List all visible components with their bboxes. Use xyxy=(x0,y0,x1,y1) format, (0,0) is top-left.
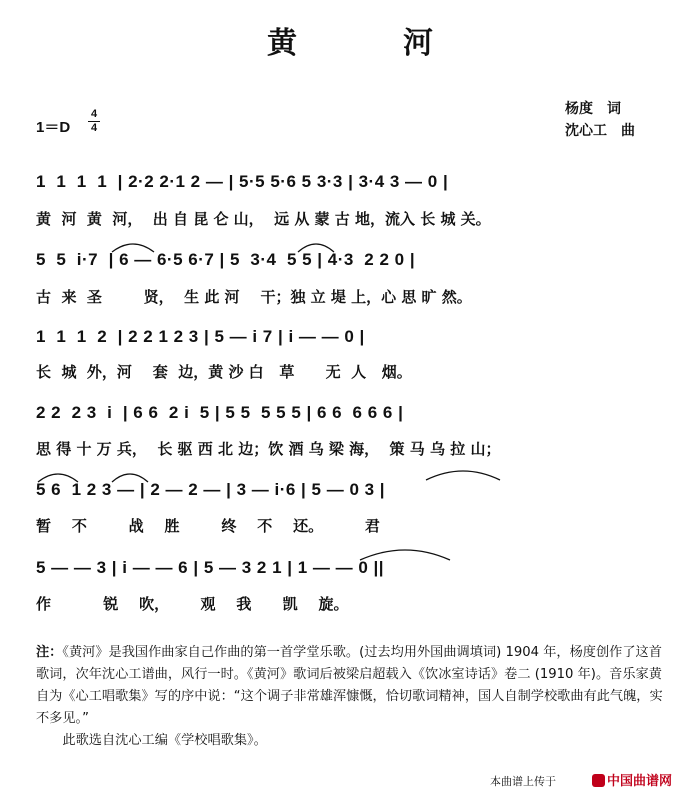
site-name: 中国曲谱网 xyxy=(607,774,673,789)
notation: 1 1 1 2 | 2 2 1 2 3 | 5 — i 7 | i — — 0 | xyxy=(36,327,365,346)
key-signature: 1＝D xyxy=(36,119,71,136)
lyricist-credit: 杨度 词 xyxy=(565,101,621,117)
annotation xyxy=(36,642,668,752)
lyrics: 作 锐 吹， 观 我 凯 旋。 xyxy=(36,595,349,613)
lyrics: 暂 不 战 胜 终 不 还。 君 xyxy=(36,517,380,535)
lyrics: 思 得 十 万 兵， 长 驱 西 北 边；饮 酒 乌 梁 海， 策 马 乌 拉 山； xyxy=(36,440,501,458)
lyrics: 长 城 外，河 套 边，黄 沙 白 草 无 人 烟。 xyxy=(36,363,412,381)
notation: 5 — — 3 | i — — 6 | 5 — 3 2 1 | 1 — — 0 || xyxy=(36,558,385,577)
notation: 2 2 2 3 i | 6 6 2 i 5 | 5 5 5 5 5 | 6 6 6 6 6 | xyxy=(36,403,404,422)
annotation-paragraph: 《黄河》是我国作曲家自己作曲的第一首学堂乐歌。(过去均用外国曲调填词) 1904 年，杨度创作了这首歌词，次年沈心工谱曲，风行一时。《黄河》歌词后被梁启超载入《饮冰室诗话》卷二 (1910 年)。音乐家黄自为《心工唱歌集》写的序中说：“这个调子非常雄浑慷慨，恰切歌词精神，国人自制学校歌曲有此气魄，实不多见。” xyxy=(36,645,663,726)
site-logo xyxy=(592,770,672,789)
composer-credit: 沈心工 曲 xyxy=(565,123,635,139)
time-unit: 4 xyxy=(90,122,98,134)
notation: 1 1 1 1 | 2·2 2·1 2 — | 5·5 5·6 5 3·3 | 3·4 3 — 0 | xyxy=(36,172,449,191)
upload-note: 本曲谱上传于 xyxy=(490,775,556,788)
annotation-label: 注： xyxy=(36,645,63,660)
annotation-source: 此歌选自沈心工编《学校唱歌集》。 xyxy=(62,733,267,748)
lyrics: 古 来 圣 贤， 生 此 河 干；独 立 堤 上，心 思 旷 然。 xyxy=(36,288,472,306)
notation: 5 5 i·7 | 6 — 6·5 6·7 | 5 3·4 5 5 | 4·3 2 2 0 | xyxy=(36,250,416,269)
song-title: 黄 河 xyxy=(267,26,471,61)
lyrics: 黄 河 黄 河， 出 自 昆 仑 山， 远 从 蒙 古 地，流入 长 城 关。 xyxy=(36,210,491,228)
logo-icon xyxy=(592,774,605,787)
time-beats: 4 xyxy=(90,108,98,120)
notation: 5 6 1 2 3 — | 2 — 2 — | 3 — i·6 | 5 — 0 3 | xyxy=(36,480,386,499)
